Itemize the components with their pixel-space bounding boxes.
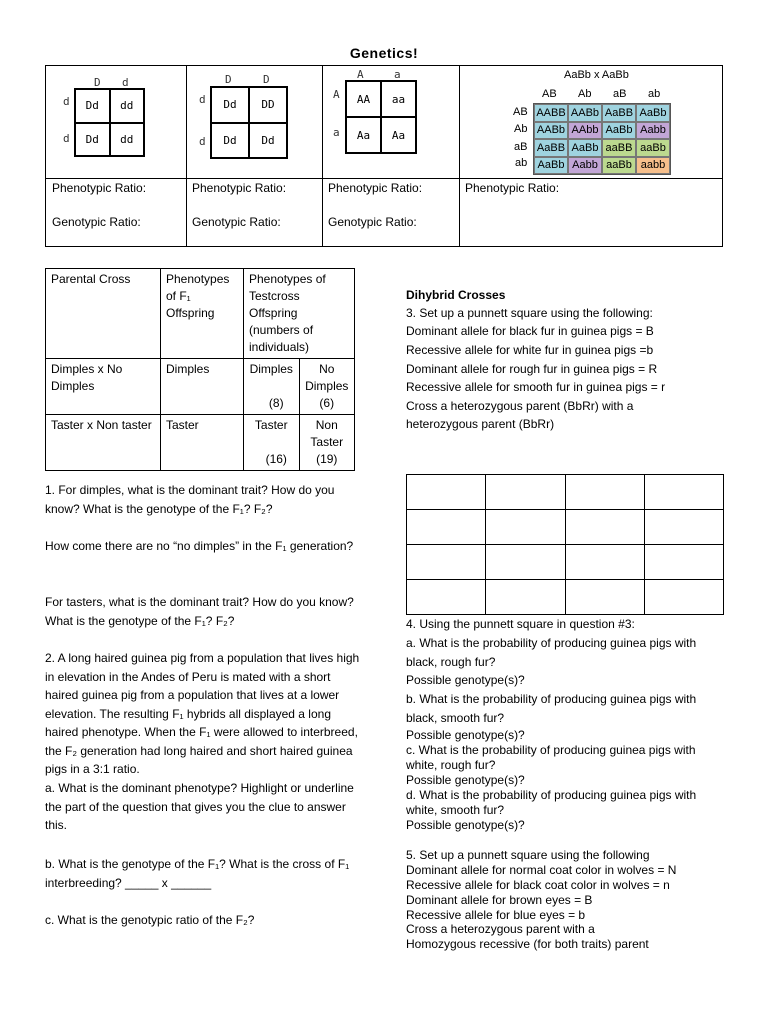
dihybrid-punnett-square — [533, 103, 671, 175]
genotypic-ratio-label: Genotypic Ratio: — [52, 215, 141, 229]
row-label: aB — [514, 141, 528, 153]
cell: dd — [110, 89, 145, 123]
table-cell: Dimples — [161, 359, 244, 415]
cell: Aa — [381, 117, 416, 153]
page-title: Genetics! — [349, 45, 419, 61]
row-label: d — [199, 135, 206, 148]
allele-line: Dominant allele for rough fur in guinea pigs = R — [406, 362, 658, 376]
dihybrid-cell: aabb — [636, 157, 670, 175]
cell: Dd — [211, 123, 249, 159]
row-label: Ab — [514, 123, 528, 135]
empty-punnett-square — [406, 474, 724, 615]
row-label: AB — [513, 106, 528, 118]
dihybrid-cell: AaBB — [602, 104, 636, 122]
question-2b: b. What is the genotype of the F₁? What is the cross of F₁ interbreeding? _____ x ______ — [45, 857, 350, 890]
col-label: ab — [648, 88, 661, 100]
col-label: aB — [613, 88, 627, 100]
question-4b-genotype: Possible genotype(s)? — [406, 728, 525, 742]
cell: Dd — [211, 87, 249, 123]
dihybrid-cell: aaBb — [602, 157, 636, 175]
cell: Dd — [75, 89, 110, 123]
question-5-line: Dominant allele for normal coat color in wolves = N — [406, 863, 677, 877]
dihybrid-cell: AaBb — [568, 139, 602, 157]
col-label: d — [122, 76, 129, 89]
col-label: Ab — [578, 88, 592, 100]
question-4c: c. What is the probability of producing guinea pigs with white, rough fur? — [406, 743, 696, 772]
table-header: Phenotypes of Testcross Offspring (numbers of individuals) — [244, 269, 355, 359]
punnett-square-2 — [210, 86, 288, 159]
row-label: a — [333, 126, 340, 139]
question-2c: c. What is the genotypic ratio of the F₂? — [45, 913, 255, 927]
row-label: A — [333, 88, 340, 101]
dihybrid-cell: AAbb — [568, 122, 602, 140]
dihybrid-cell: AaBb — [534, 157, 568, 175]
dihybrid-cell: aaBB — [602, 139, 636, 157]
dihybrid-cell: AABb — [534, 122, 568, 140]
table-cell: No Dimples (6) — [299, 359, 355, 415]
allele-line: Recessive allele for white fur in guinea pigs =b — [406, 343, 654, 357]
question-2: 2. A long haired guinea pig from a population that lives high in elevation in the Andes of Peru is mated with a short haired guinea pig from a population that lives at a lower elevation. The resulting F₁ hybrids all displayed a long haired phenotype. When the F₁ were allowed to interbreed, the F₂ generation had long haired and short haired guinea pigs in a 3:1 ratio. — [45, 651, 360, 776]
cell: Dd — [249, 123, 287, 159]
trait-table — [45, 268, 355, 471]
phenotypic-ratio-label: Phenotypic Ratio: — [465, 181, 560, 195]
table-cell: Non Taster (19) — [299, 415, 355, 471]
cell: DD — [249, 87, 287, 123]
question-3: 3. Set up a punnett square using the following: — [406, 306, 653, 320]
dihybrid-cross-label: AaBb x AaBb — [564, 69, 629, 81]
col-label: D — [225, 73, 232, 86]
question-1a: 1. For dimples, what is the dominant trait? How do you know? What is the genotype of the F₁? F₂? — [45, 483, 335, 516]
question-5-line: Recessive allele for blue eyes = b — [406, 908, 586, 922]
question-5-line: Recessive allele for black coat color in wolves = n — [406, 878, 670, 892]
allele-line: heterozygous parent (BbRr) — [406, 417, 555, 431]
dihybrid-heading: Dihybrid Crosses — [406, 288, 506, 302]
cell: AA — [346, 81, 381, 117]
table-cell: Taster (16) — [244, 415, 300, 471]
punnett-square-1 — [74, 88, 145, 157]
genotypic-ratio-label: Genotypic Ratio: — [328, 215, 417, 229]
dihybrid-cell: AABb — [568, 104, 602, 122]
col-label: D — [263, 73, 270, 86]
col-label: AB — [542, 88, 557, 100]
cell: Dd — [75, 123, 110, 157]
row-label: d — [63, 95, 70, 108]
question-4a: a. What is the probability of producing guinea pigs with black, rough fur? — [406, 636, 697, 669]
question-5-line: Homozygous recessive (for both traits) parent — [406, 937, 649, 951]
dihybrid-cell: Aabb — [568, 157, 602, 175]
question-4d: d. What is the probability of producing guinea pigs with white, smooth fur? — [406, 788, 697, 817]
table-cell: Taster — [161, 415, 244, 471]
genotypic-ratio-label: Genotypic Ratio: — [192, 215, 281, 229]
col-label: A — [357, 68, 364, 81]
table-cell: Dimples x No Dimples — [46, 359, 161, 415]
table-header: Parental Cross — [46, 269, 161, 359]
row-label: ab — [515, 157, 528, 169]
allele-line: Dominant allele for black fur in guinea pigs = B — [406, 324, 654, 338]
cell: dd — [110, 123, 145, 157]
question-4c-genotype: Possible genotype(s)? — [406, 773, 525, 787]
cell: Aa — [346, 117, 381, 153]
question-1b: How come there are no “no dimples” in the F₁ generation? — [45, 539, 354, 553]
question-4: 4. Using the punnett square in question #3: — [406, 617, 635, 631]
punnett-square-3 — [345, 80, 417, 154]
table-cell: Taster x Non taster — [46, 415, 161, 471]
col-label: a — [394, 68, 401, 81]
dihybrid-cell: AABB — [534, 104, 568, 122]
dihybrid-cell: AaBb — [602, 122, 636, 140]
question-4d-genotype: Possible genotype(s)? — [406, 818, 525, 832]
table-header: Phenotypes of F₁ Offspring — [161, 269, 244, 359]
dihybrid-cell: AaBb — [636, 104, 670, 122]
question-1c: For tasters, what is the dominant trait? How do you know? What is the genotype of the F₁? F₂? — [45, 595, 354, 628]
question-4a-genotype: Possible genotype(s)? — [406, 673, 525, 687]
dihybrid-cell: aaBb — [636, 139, 670, 157]
row-label: d — [199, 93, 206, 106]
table-cell: Dimples (8) — [244, 359, 300, 415]
dihybrid-cell: AaBB — [534, 139, 568, 157]
col-label: D — [94, 76, 101, 89]
question-5-line: Dominant allele for brown eyes = B — [406, 893, 593, 907]
allele-line: Recessive allele for smooth fur in guinea pigs = r — [406, 380, 666, 394]
question-5-line: Cross a heterozygous parent with a — [406, 922, 595, 936]
phenotypic-ratio-label: Phenotypic Ratio: — [192, 181, 287, 195]
phenotypic-ratio-label: Phenotypic Ratio: — [52, 181, 147, 195]
phenotypic-ratio-label: Phenotypic Ratio: — [328, 181, 423, 195]
allele-line: Cross a heterozygous parent (BbRr) with a — [406, 399, 634, 413]
question-5-line: 5. Set up a punnett square using the following — [406, 848, 650, 862]
question-2a: a. What is the dominant phenotype? Highlight or underline the part of the question that gives you the clue to answer this. — [45, 781, 354, 832]
question-4b: b. What is the probability of producing guinea pigs with black, smooth fur? — [406, 692, 697, 725]
cell: aa — [381, 81, 416, 117]
row-label: d — [63, 132, 70, 145]
dihybrid-cell: Aabb — [636, 122, 670, 140]
